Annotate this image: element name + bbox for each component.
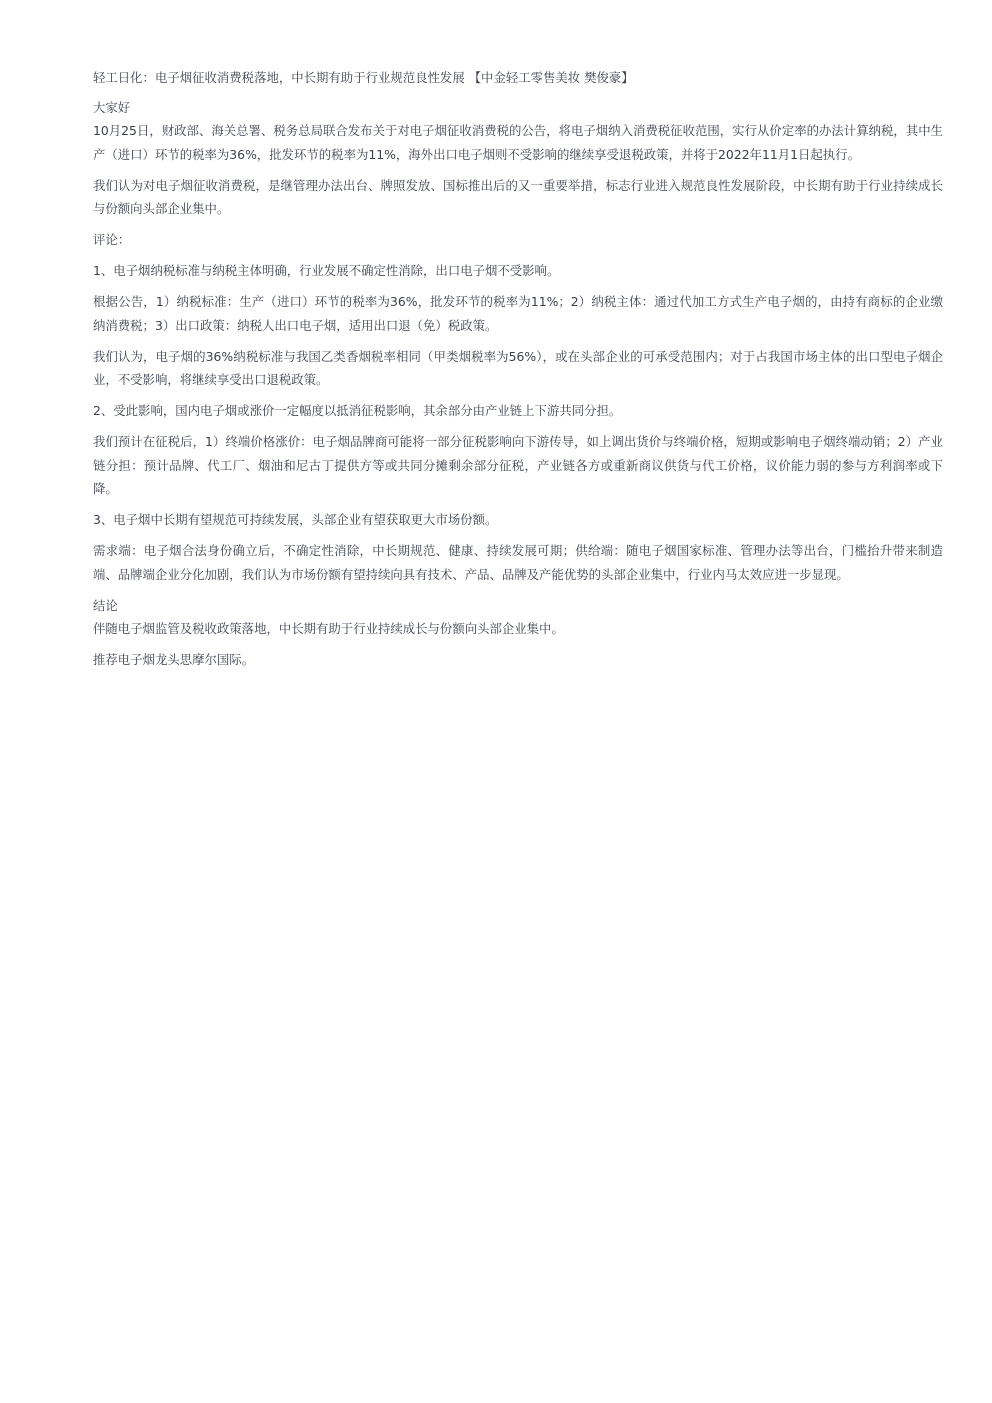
conclusion-heading: 结论 <box>93 597 118 613</box>
view-paragraph: 我们认为对电子烟征收消费税，是继管理办法出台、牌照发放、国标推出后的又一重要举措，标志行业进入规范良性发展阶段，中长期有助于行业持续成长与份额向头部企业集中。 <box>93 177 943 216</box>
article-body <box>93 66 943 679</box>
article-title: 轻工日化：电子烟征收消费税落地，中长期有助于行业规范良性发展 【中金轻工零售美妆 樊俊豪】 <box>93 70 634 85</box>
comment-heading: 评论： <box>93 232 131 247</box>
greeting: 大家好 <box>93 99 131 115</box>
point2-paragraph-1: 我们预计在征税后，1）终端价格涨价：电子烟品牌商可能将一部分征税影响向下游传导，如上调出货价与终端价格，短期或影响电子烟终端动销；2）产业链分担：预计品牌、代工厂、烟油和尼古丁提供方等或共同分摊剩余部分征税，产业链各方或重新商议供货与代工价格，议价能力弱的参与方利润率或下降。 <box>93 434 943 496</box>
point3-paragraph-1: 需求端：电子烟合法身份确立后，不确定性消除，中长期规范、健康、持续发展可期；供给端：随电子烟国家标准、管理办法等出台，门槛抬升带来制造端、品牌端企业分化加剧，我们认为市场份额有望持续向具有技术、产品、品牌及产能优势的头部企业集中，行业内马太效应进一步显现。 <box>93 543 943 582</box>
point3-heading: 3、电子烟中长期有望规范可持续发展，头部企业有望获取更大市场份额。 <box>93 512 498 527</box>
point2-heading: 2、受此影响，国内电子烟或涨价一定幅度以抵消征税影响，其余部分由产业链上下游共同分担。 <box>93 403 622 418</box>
point1-heading: 1、电子烟纳税标准与纳税主体明确，行业发展不确定性消除，出口电子烟不受影响。 <box>93 263 560 278</box>
conclusion-paragraph: 伴随电子烟监管及税收政策落地，中长期有助于行业持续成长与份额向头部企业集中。 <box>93 621 564 636</box>
recommendation-paragraph: 推荐电子烟龙头思摩尔国际。 <box>93 652 255 667</box>
point1-paragraph-2: 我们认为，电子烟的36%纳税标准与我国乙类香烟税率相同（甲类烟税率为56%），或在头部企业的可承受范围内；对于占我国市场主体的出口型电子烟企业，不受影响，将继续享受出口退税政策。 <box>93 348 943 387</box>
point1-paragraph-1: 根据公告，1）纳税标准：生产（进口）环节的税率为36%，批发环节的税率为11%；2）纳税主体：通过代加工方式生产电子烟的，由持有商标的企业缴纳消费税；3）出口政策：纳税人出口电子烟，适用出口退（免）税政策。 <box>93 294 943 333</box>
intro-paragraph: 10月25日，财政部、海关总署、税务总局联合发布关于对电子烟征收消费税的公告，将电子烟纳入消费税征收范围，实行从价定率的办法计算纳税，其中生产（进口）环节的税率为36%，批发环节的税率为11%，海外出口电子烟则不受影响的继续享受退税政策，并将于2022年11月1日起执行。 <box>93 123 943 162</box>
